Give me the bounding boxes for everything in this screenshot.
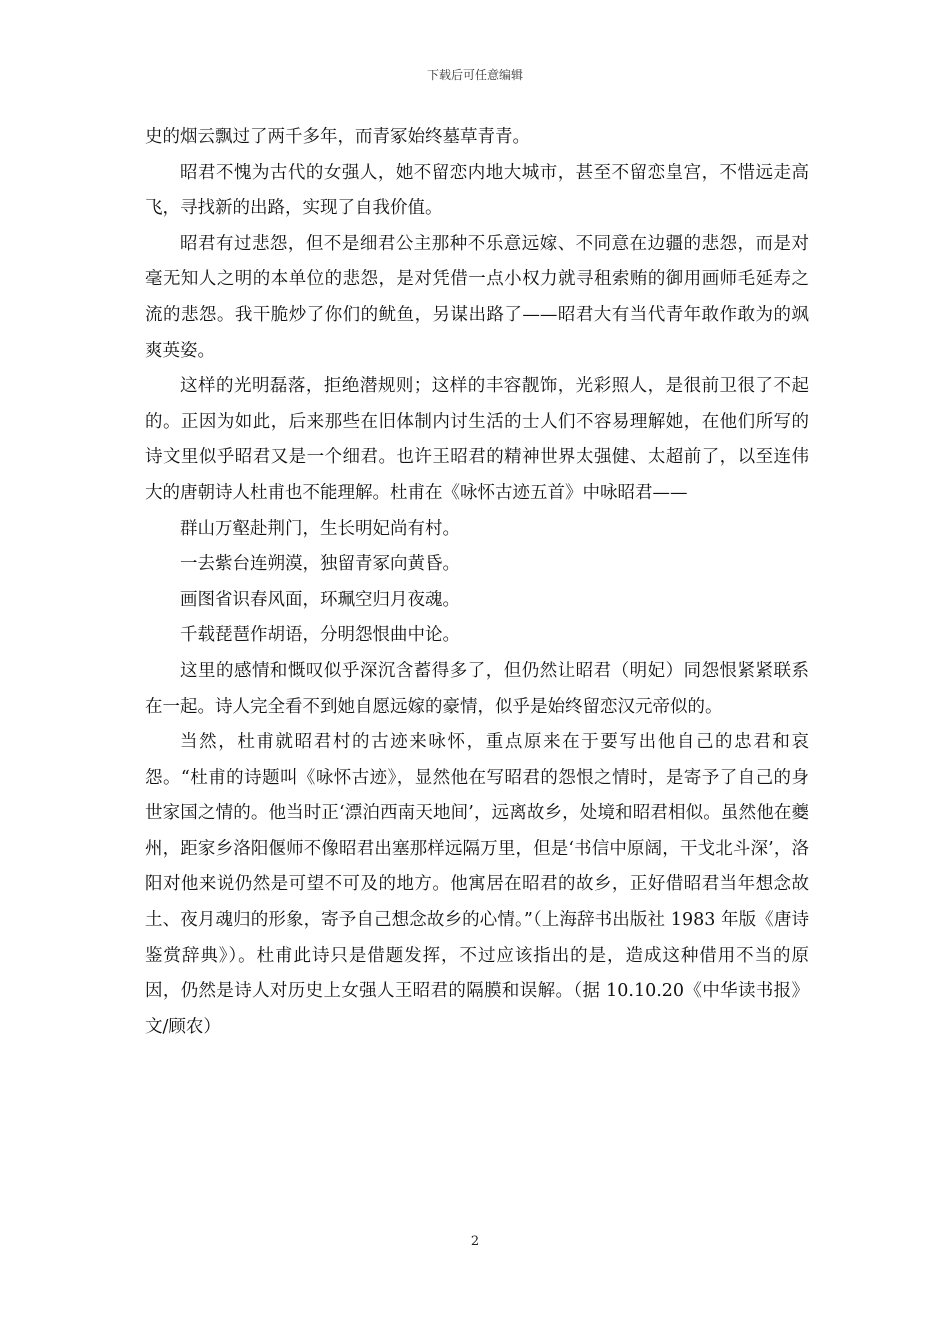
poem-line: 群山万壑赴荆门，生长明妃尚有村。 — [180, 518, 460, 539]
document-body — [145, 120, 809, 1045]
paragraph: 这样的光明磊落，拒绝潜规则；这样的丰容靓饰，光彩照人，是很前卫很了不起的。正因为如此，后来那些在旧体制内讨生活的士人们不容易理解她，在他们所写的诗文里似乎昭君又是一个细君。也许王昭君的精神世界太强健、太超前了，以至连伟大的唐朝诗人杜甫也不能理解。杜甫在《咏怀古迹五首》中咏昭君—— — [145, 376, 809, 503]
page-header: 下载后可任意编辑 — [426, 68, 523, 82]
poem-line: 千载琵琶作胡语，分明怨恨曲中论。 — [180, 625, 460, 646]
poem-block — [145, 512, 809, 654]
paragraph: 昭君有过悲怨，但不是细君公主那种不乐意远嫁、不同意在边疆的悲怨，而是对毫无知人之明的本单位的悲怨，是对凭借一点小权力就寻租索贿的御用画师毛延寿之流的悲怨。我干脆炒了你们的鱿鱼，另谋出路了——昭君大有当代青年敢作敢为的飒爽英姿。 — [145, 233, 809, 361]
paragraph: 当然，杜甫就昭君村的古迹来咏怀，重点原来在于要写出他自己的忠君和哀怨。“杜甫的诗题叫《咏怀古迹》，显然他在写昭君的怨恨之情时，是寄予了自己的身世家国之情的。他当时正‘漂泊西南天地间’，远离故乡，处境和昭君相似。虽然他在夔州，距家乡洛阳偃师不像昭君出塞那样远隔万里，但是‘书信中原阔，干戈北斗深’，洛阳对他来说仍然是可望不可及的地方。他寓居在昭君的故乡，正好借昭君当年想念故土、夜月魂归的形象，寄予自己想念故乡的心情。”（上海辞书出版社 1983 年版《唐诗鉴赏辞典》）。杜甫此诗只是借题发挥，不过应该指出的是，造成这种借用不当的原因，仍然是诗人对历史上女强人王昭君的隔膜和误解。（据 10.10.20《中华读书报》文/顾农） — [145, 732, 809, 1037]
paragraph-continuation: 史的烟云飘过了两千多年，而青冢始终墓草青青。 — [145, 127, 530, 147]
paragraph: 昭君不愧为古代的女强人，她不留恋内地大城市，甚至不留恋皇宫，不惜远走高飞，寻找新的出路，实现了自我价值。 — [145, 162, 809, 219]
poem-line: 一去紫台连朔漠，独留青冢向黄昏。 — [180, 554, 460, 575]
poem-line: 画图省识春风面，环珮空归月夜魂。 — [180, 589, 460, 610]
paragraph: 这里的感情和慨叹似乎深沉含蓄得多了，但仍然让昭君（明妃）同怨恨紧紧联系在一起。诗人完全看不到她自愿远嫁的豪情，似乎是始终留恋汉元帝似的。 — [145, 660, 809, 717]
page-number: 2 — [470, 1234, 480, 1249]
